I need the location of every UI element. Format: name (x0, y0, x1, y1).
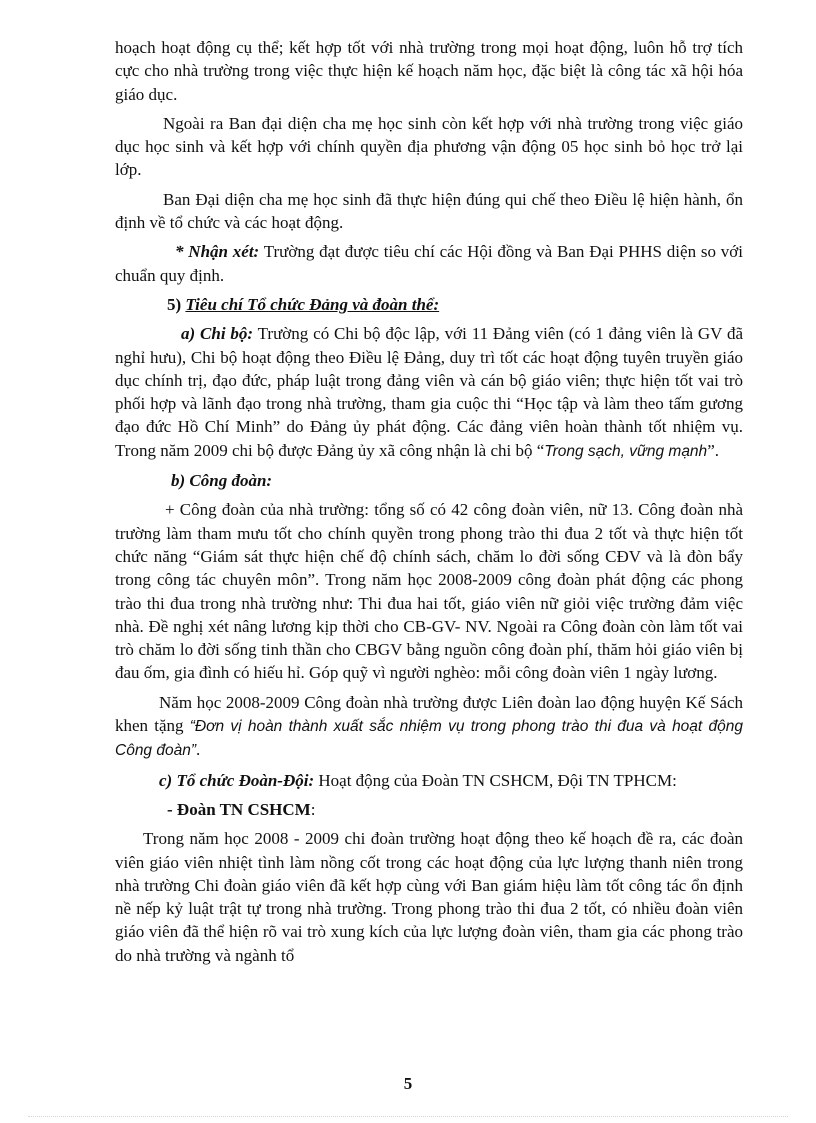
youth-union-label: - Đoàn TN CSHCM (167, 799, 311, 819)
paragraph-parents-rules: Ban Đại diện cha mẹ học sinh đã thực hiện đúng qui chế theo Điều lệ hiện hành, ổn định về tổ chức và các hoạt động. (115, 189, 743, 233)
party-cell-italic: Trong sạch, vững mạnh (544, 442, 708, 460)
party-cell-text: Trường có Chi bộ độc lập, với 11 Đảng viên (có 1 đảng viên là GV đã nghỉ hưu), Chi bộ hoạt động theo Điều lệ Đảng, duy trì tốt các hoạt động tuyên truyền giáo dục chính trị, đạo đức, pháp luật trong đảng viên và cán bộ giáo viên; thực hiện tốt vai trò phối hợp và lãnh đạo trong nhà trường, tham gia cuộc thi “Học tập và làm theo tấm gương đạo đức Hồ Chí Minh” do Đảng ủy phát động. Các đảng viên hoàn thành tốt nhiệm vụ. Trong năm 2009 chi bộ được Đảng ủy xã công nhận là chi bộ “ (115, 324, 743, 460)
youth-org-label: c) Tổ chức Đoàn-Đội: (159, 770, 315, 790)
youth-union-colon: : (310, 799, 316, 819)
heading-youth-org (159, 769, 743, 792)
section-5-number: 5) (167, 294, 186, 314)
heading-youth-union (167, 798, 743, 821)
paragraph-youth-union: Trong năm học 2008 - 2009 chi đoàn trường hoạt động theo kế hoạch đề ra, các đoàn viên giáo viên nhiệt tình làm nồng cốt trong các hoạt động của lực lượng thanh niên trong nhà trường Chi đoàn giáo viên đã kết hợp cùng với Ban giám hiệu làm tốt công tác ổn định nề nếp kỷ luật trật tự trong nhà trường. Trong phong trào thi đua 2 tốt, có nhiều đoàn viên giáo viên đã thể hiện rõ vai trò xung kích của lực lượng đoàn viên, tham gia các phong trào do nhà trường và ngành tổ (115, 829, 743, 965)
youth-org-text: Hoạt động của Đoàn TN CSHCM, Đội TN TPHCM: (314, 770, 677, 790)
page-number: 5 (403, 1074, 413, 1093)
assessment-text: Trường đạt được tiêu chí các Hội đồng và Ban Đại PHHS diện so với chuẩn quy định. (115, 242, 743, 285)
section-5-title: Tiêu chí Tổ chức Đảng và đoàn thể: (185, 294, 440, 314)
union-award-end: . (196, 740, 201, 760)
document-body (115, 36, 743, 973)
paragraph-trade-union: + Công đoàn của nhà trường: tổng số có 42 công đoàn viên, nữ 13. Công đoàn nhà trường làm tham mưu tốt cho chính quyền trong phong trào thi đua 2 tốt và thực hiện tốt chức năng “Giám sát thực hiện chế độ chính sách, chăm lo đời sống CĐV và là đòn bẩy trong công tác chuyên môn”. Trong năm học 2008-2009 công đoàn phát động các phong trào thi đua trong nhà trường như: Thi đua hai tốt, giáo viên nữ giỏi việc trường đảm việc nhà. Đề nghị xét nâng lương kịp thời cho CB-GV- NV. Ngoài ra Công đoàn còn làm tốt vai trò chăm lo đời sống tinh thần cho CBGV bằng nguồn công đoàn phí, thăm hỏi giáo viên bị đau ốm, gia đình có hiếu hỉ. Góp quỹ vì người nghèo: mỗi công đoàn viên 1 ngày lương. (115, 500, 743, 683)
assessment-label: * Nhận xét: (175, 242, 260, 262)
footer-divider (28, 1116, 788, 1117)
paragraph-union-award (115, 691, 743, 763)
party-cell-label: a) Chi bộ: (181, 324, 254, 344)
heading-trade-union: b) Công đoàn: (171, 471, 273, 491)
party-cell-end: ”. (707, 440, 719, 460)
union-award-italic: “Đơn vị hoàn thành xuất sắc nhiệm vụ trong phong trào thi đua và hoạt động Công đoàn” (115, 718, 743, 760)
paragraph-party-cell (115, 322, 743, 463)
section-heading-5 (167, 293, 743, 316)
paragraph-parents-cooperation: Ngoài ra Ban đại diện cha mẹ học sinh còn kết hợp với nhà trường trong việc giáo dục học sinh và kết hợp với chính quyền địa phương vận động 05 học sinh bỏ học trở lại lớp. (115, 113, 743, 180)
paragraph-assessment (115, 240, 743, 287)
union-award-text: Năm học 2008-2009 Công đoàn nhà trường được Liên đoàn lao động huyện Kế Sách khen tặng (115, 692, 743, 736)
paragraph-intro: hoạch hoạt động cụ thể; kết hợp tốt với nhà trường trong mọi hoạt động, luôn hỗ trợ tích cực cho nhà trường trong việc thực hiện kế hoạch năm học, đặc biệt là công tác xã hội hóa giáo dục. (115, 38, 743, 104)
